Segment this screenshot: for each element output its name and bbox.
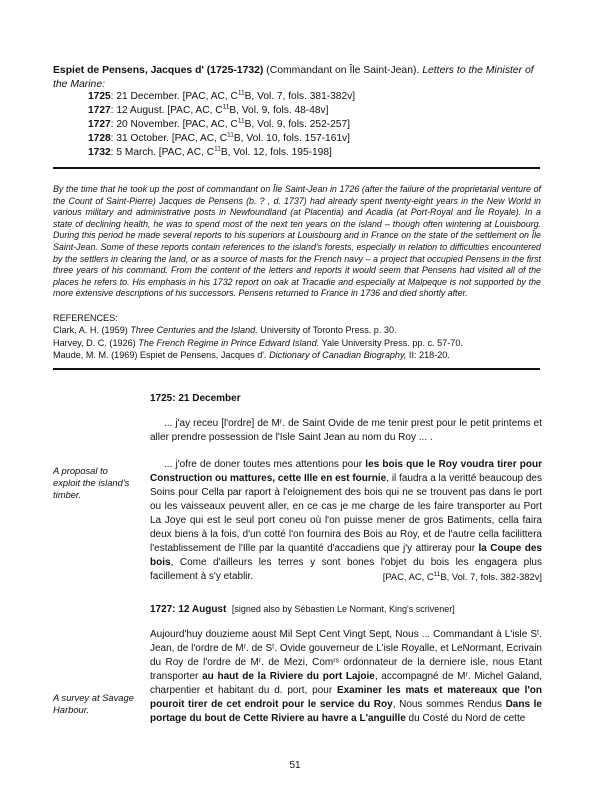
section-heading-1725: 1725: 21 December (150, 393, 241, 404)
references (53, 312, 541, 362)
author-role: (Commandant on Île Saint-Jean). (266, 65, 420, 76)
divider (53, 167, 540, 169)
introduction-paragraph: By the time that he took up the post of commandant on Île Saint-Jean in 1726 (after the failure of the proprietarial venture of the Count of Saint-Pierre) Jacques de Pensens (b. ? , d. 1737) had already spent twenty-eight years in the New World in various military and administrative posts in Newfoundland (at Placentia) and Acadia (at Port-Royal and Île Royale). In a state of declining health, he was to spend most of the next ten years on the island – though often wintering at Louisbourg. During this period he made several reports to his superiors at Louisbourg and in France on the state of the settlement on Île Saint-Jean. Some of these reports contain references to the island's forests, especially in relation to difficulties encountered by the settlers in clearing the land, or as a source of masts for the French navy – a project that occupied Pensens in the first three years of his command. From the content of the letters and reports it would seem that Pensens had visited all of the places he refers to. His emphasis in his 1732 report on oak at Tracadie and especially at Malpeque is not supported by the more extensive descriptions of his successors. Pensens returned to France in 1736 and died shortly after. (53, 184, 541, 299)
letters-list (88, 90, 508, 160)
letter-paragraph: ... j'ofre de doner toutes mes attentions pour les bois que le Roy voudra tirer pour Construction ou mattures, cette Ille en est fournie, il faudra a la veritté beaucoup des Soins pour Cella par raport à l'eloignement des bois qui ne se trouvent pas dans le port ou les vaisseaux peuvent aller, en ce cas je me charge de les faire transporter au Port La Joye qui est le seul port coneu où l'on puisse mener de gros Batiments, cella faira deux biens à la fois, d'un cotté l'on fournira des Bois au Roy, et de l'autre cella facilittera l'establissement de l'Ille par la quantité d'accadiens que j'y attireray pour la Coupe des bois, Come d'ailleurs les terres y sont bones l'objet du bois les engagera plus facillement à s'y etablir. (150, 459, 542, 582)
letter-paragraph: Aujourd'huy douzieme aoust Mil Sept Cent Vingt Sept, Nous ... Commandant à L'isle Sᵗ. Jean, de l'ordre de Mʳ. de Sᵗ. Ovide gouverneur de L'isle Royalle, et LeNormant, Ecrivain du Roy de l'ordre de Mʳ. de Mezi, Comʳˢ ordonnateur de la derniere isle, nous Etant transporter au haut de la Riviere du port Lajoie, accompagné de Mʳ. Michel Galand, charpentier et habitant du d. port, pour Examiner les mats et matereaux que l'on pouroit tirer de cet endroit pour le service du Roy, Nous sommes Rendus Dans le portage du bout de Cette Riviere au havre a L'anguille du Costé du Nord de cette (150, 629, 543, 724)
signature-note: [signed also by Sébastien Le Normant, King's scrivener] (231, 604, 455, 614)
letter-entry: 1727: 20 November. [PAC, AC, $C^{11}B$, Vol. 9, fols. 252-257] (88, 117, 350, 130)
letter-entry: 1732: 5 March. [PAC, AC, $C^{11}B$, Vol. 12, fols. 195-198] (88, 145, 332, 158)
citation: [PAC, AC, $C^{11}B$, Vol. 7, fols. 382-382v] (382, 570, 542, 582)
margin-note: A survey at Savage Harbour. (53, 692, 134, 715)
bibliography-header (53, 64, 543, 92)
references-heading: REFERENCES: (53, 313, 118, 323)
page-number: 51 (289, 760, 301, 771)
letter-entry: 1728: 31 October. [PAC, AC, $C^{11}B$, Vol. 10, fols. 157-161v] (88, 131, 350, 144)
divider (53, 368, 540, 370)
letter-entry: 1725: 21 December. [PAC, AC, $C^{11}B$, Vol. 7, fols. 381-382v] (88, 89, 356, 102)
author-name: Espiet de Pensens, Jacques d' (1725-1732) (53, 65, 264, 76)
margin-note: A proposal to exploit the island's timber. (53, 465, 130, 500)
letter-entry: 1727: 12 August. [PAC, AC, $C^{11}B$, Vol. 9, fols. 48-48v] (88, 103, 329, 116)
reference-item: Maude, M. M. (1969) Espiet de Pensens, Jacques d'. Dictionary of Canadian Biography, II: 218-20. (53, 350, 450, 361)
letter-paragraph: ... j'ay receu [l'ordre] de Mʳ. de Saint Ovide de me tenir prest pour le petit printems et aller prendre possession de l'Isle Saint Jean au nom du Roy ... . (150, 418, 542, 443)
section-heading-1727: 1727: 12 August [signed also by Sébastien Le Normant, King's scrivener] (150, 604, 455, 615)
reference-item: Harvey, D. C. (1926) The French Regime in Prince Edward Island. Yale University Press. pp. c. 57-70. (53, 337, 463, 348)
reference-item: Clark, A. H. (1959) Three Centuries and the Island. University of Toronto Press. p. 30. (53, 325, 397, 336)
letters-subject: Letters to the Minister of the Marine: (53, 65, 534, 90)
